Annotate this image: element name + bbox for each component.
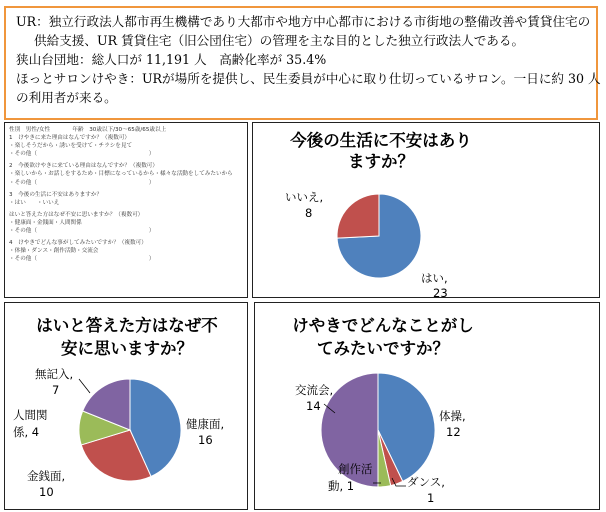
slice-label: 創作活 <box>338 462 373 476</box>
slice-label: 人間関 <box>13 408 48 422</box>
survey-line: 3 今後の生活に不安はありますか？ <box>9 191 103 198</box>
slice-label: いいえ, <box>285 190 324 204</box>
callout-line: ほっとサロンけやき：URが場所を提供し、民生委員が中心に取り仕切っているサロン。一日に約 30 人 <box>16 71 601 86</box>
slice-label: はい, <box>421 271 448 285</box>
slice-label: 体操, <box>439 409 466 423</box>
callout-line: の利用者が来る。 <box>16 90 117 105</box>
survey-line: ・楽しそうだから・誘いを受けて・チラシを見て <box>9 143 133 150</box>
pie-slice-1 <box>337 194 379 238</box>
chart-activities-svg <box>255 303 601 511</box>
slice-label: 1 <box>427 491 435 505</box>
leader-line <box>79 379 90 393</box>
survey-line: ・体操・ダンス・創作活動・交流会 <box>9 248 99 255</box>
slice-label: 14 <box>306 399 321 413</box>
survey-line: ・その他（ ） <box>9 228 155 235</box>
slice-label: 無記入, <box>35 367 74 381</box>
pie-slices <box>337 194 421 278</box>
callout-line: 供給支援、UR 賃貸住宅（旧公団住宅）の管理を主な目的とした独立行政法人である。 <box>34 33 525 48</box>
survey-form-thumbnail <box>4 122 248 298</box>
chart-title-line: てみたいですか？ <box>317 339 449 358</box>
chart-title-line: けやきでどんなことがし <box>292 316 474 335</box>
survey-line: 1 けやきに来た理由はなんですか？（複数可） <box>9 135 131 142</box>
pie-slices <box>79 379 181 481</box>
slice-label: 7 <box>52 383 60 397</box>
survey-line: ・はい ・いいえ <box>9 199 60 206</box>
chart-reasons-svg <box>5 303 249 511</box>
slice-label: 23 <box>433 286 448 299</box>
slice-label: 健康面, <box>186 417 225 431</box>
survey-line: ・健康面・金銭面・人間関係 <box>9 219 82 226</box>
survey-line: ・楽しいから・お話しをするため・目標になっているから・様々な活動をしてみたいから <box>9 171 233 178</box>
chart-title-line: ますか？ <box>348 152 414 171</box>
chart-title-line: はいと答えた方はなぜ不 <box>36 316 218 335</box>
chart-anxiety-svg <box>253 123 601 299</box>
slice-label: 動, 1 <box>328 479 355 493</box>
slice-label: 12 <box>446 425 461 439</box>
survey-line: ・その他（ ） <box>9 179 155 186</box>
chart-title-line: 安に思いますか？ <box>61 339 193 358</box>
survey-line: 2 今後欲けやきに来ている理由はなんですか？（複数可） <box>9 163 158 170</box>
survey-line: ・その他（ ） <box>9 151 155 158</box>
slice-label: 金銭面, <box>27 469 66 483</box>
slice-label: 8 <box>305 206 313 220</box>
slice-label: 係, 4 <box>13 425 40 439</box>
slice-label: 交流会, <box>295 383 334 397</box>
definition-callout <box>4 6 601 120</box>
slice-label: ダンス, <box>407 475 445 489</box>
chart-activities <box>254 302 600 510</box>
survey-line: 性別 男性/女性 年齢 30歳以下/30～65歳/65歳以上 <box>9 127 167 133</box>
survey-line: はいと答えた方はなぜ不安に思いますか？（複数可） <box>9 211 144 218</box>
chart-title-line: 今後の生活に不安はあり <box>290 131 472 150</box>
slice-label: 16 <box>198 433 213 447</box>
survey-line: ・その他（ ） <box>9 256 155 263</box>
chart-reasons <box>4 302 248 510</box>
chart-anxiety <box>252 122 600 298</box>
callout-line: 狭山台団地：総人口が 11,191 人 高齢化率が 35.4% <box>16 52 327 67</box>
slice-label: 10 <box>39 485 54 499</box>
survey-line: 4 けやきでどんな事がしてみたいですか？（複数可） <box>9 240 147 247</box>
callout-line: UR：独立行政法人都市再生機構であり大都市や地方中心都市における市街地の整備改善や賃貸住宅の <box>16 14 591 29</box>
